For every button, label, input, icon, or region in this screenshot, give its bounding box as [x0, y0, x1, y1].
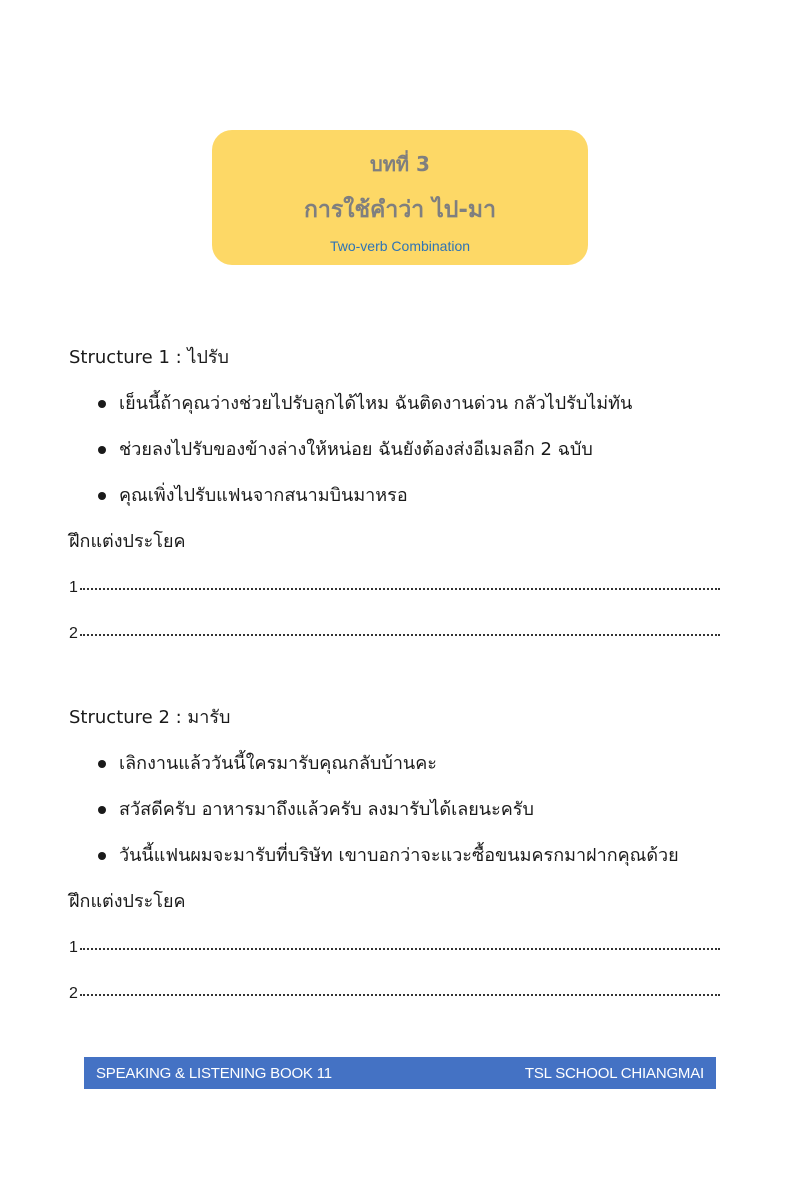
- practice-line-number: 1: [69, 579, 78, 596]
- example-text: ช่วยลงไปรับของข้างล่างให้หน่อย ฉันยังต้องส่งอีเมลอีก 2 ฉบับ: [119, 439, 593, 460]
- practice-line-1[interactable]: [69, 930, 720, 976]
- structure-heading: Structure 1 : ไปรับ: [69, 347, 229, 368]
- bullet-icon: [98, 446, 106, 454]
- structure-section-2: [69, 700, 729, 1022]
- example-text: คุณเพิ่งไปรับแฟนจากสนามบินมาหรอ: [119, 485, 408, 506]
- bullet-icon: [98, 760, 106, 768]
- practice-line-number: 2: [69, 625, 78, 642]
- lesson-subtitle: Two-verb Combination: [329, 238, 471, 254]
- practice-label: ฝึกแต่งประโยค: [69, 891, 186, 912]
- bullet-icon: [98, 492, 106, 500]
- example-list: [69, 386, 729, 524]
- practice-line-1[interactable]: [69, 570, 720, 616]
- example-text: สวัสดีครับ อาหารมาถึงแล้วครับ ลงมารับได้เลยนะครับ: [119, 799, 534, 820]
- practice-line-2[interactable]: [69, 976, 720, 1022]
- practice-line-number: 1: [69, 939, 78, 956]
- footer-book-title: SPEAKING & LISTENING BOOK 11: [96, 1064, 332, 1082]
- lesson-title: การใช้คำว่า ไป-มา: [304, 197, 496, 223]
- dotted-answer-line: [80, 578, 720, 590]
- bullet-icon: [98, 806, 106, 814]
- example-item: [69, 792, 729, 838]
- practice-line-number: 2: [69, 985, 78, 1002]
- structure-heading: Structure 2 : มารับ: [69, 707, 231, 728]
- dotted-answer-line: [80, 624, 720, 636]
- practice-line-2[interactable]: [69, 616, 720, 662]
- example-item: [69, 838, 729, 884]
- bullet-icon: [98, 400, 106, 408]
- bullet-icon: [98, 852, 106, 860]
- dotted-answer-line: [80, 984, 720, 996]
- lesson-title-box: [212, 130, 588, 265]
- example-text: วันนี้แฟนผมจะมารับที่บริษัท เขาบอกว่าจะแวะซื้อขนมครกมาฝากคุณด้วย: [119, 845, 679, 866]
- footer-school-name: TSL SCHOOL CHIANGMAI: [524, 1064, 704, 1082]
- practice-label: ฝึกแต่งประโยค: [69, 531, 186, 552]
- lesson-number: บทที่ 3: [370, 152, 430, 176]
- dotted-answer-line: [80, 938, 720, 950]
- example-list: [69, 746, 729, 884]
- example-text: เลิกงานแล้ววันนี้ใครมารับคุณกลับบ้านคะ: [119, 753, 437, 774]
- example-item: [69, 386, 729, 432]
- example-item: [69, 478, 729, 524]
- example-item: [69, 432, 729, 478]
- structure-section-1: [69, 340, 729, 662]
- page-footer: [84, 1057, 716, 1089]
- example-item: [69, 746, 729, 792]
- example-text: เย็นนี้ถ้าคุณว่างช่วยไปรับลูกได้ไหม ฉันติดงานด่วน กลัวไปรับไม่ทัน: [119, 393, 633, 414]
